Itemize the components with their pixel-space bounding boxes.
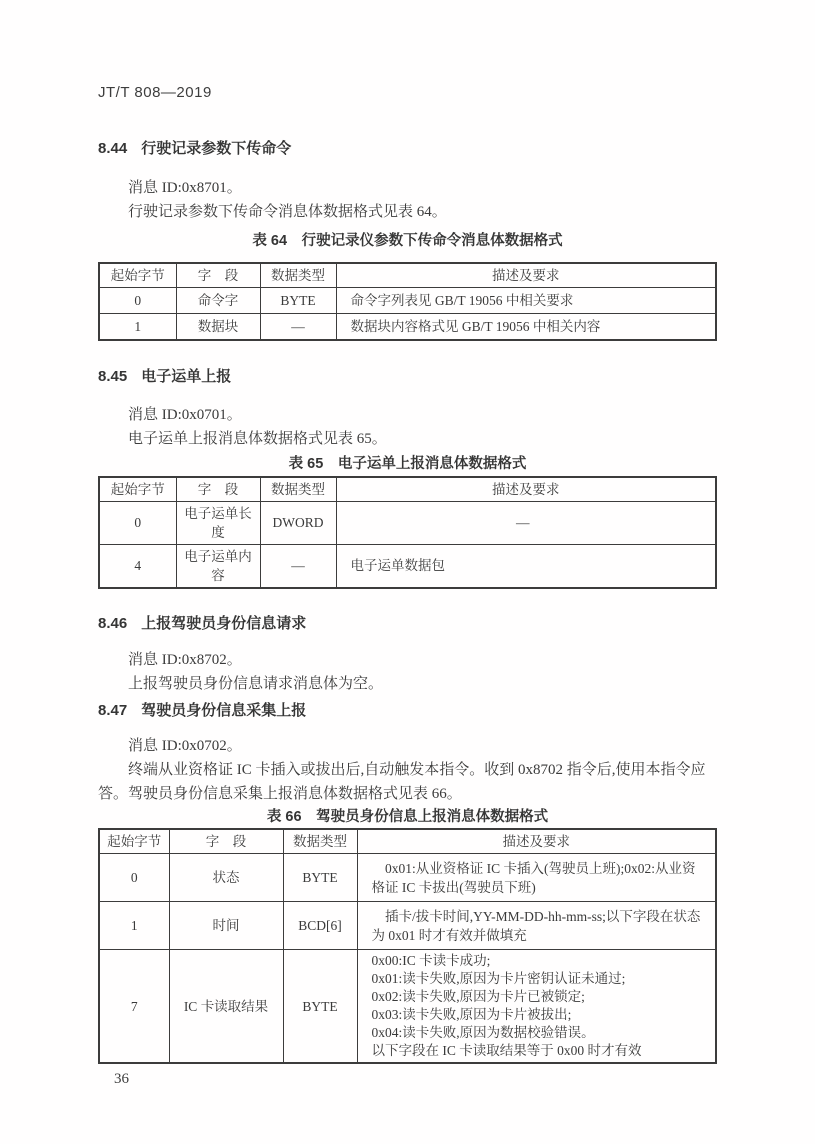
table-66-caption bbox=[98, 808, 717, 826]
cell-data-type: BYTE bbox=[260, 288, 336, 314]
description-line: 以下字段在 IC 卡读取结果等于 0x00 时才有效 bbox=[371, 1043, 642, 1058]
table-caption-label: 表 66 bbox=[266, 808, 302, 825]
paragraph-table-ref: 行驶记录参数下传命令消息体数据格式见表 64。 bbox=[128, 204, 447, 220]
column-header-start-byte: 起始字节 bbox=[99, 477, 176, 502]
table-caption-label: 表 65 bbox=[288, 455, 324, 472]
table-row bbox=[99, 854, 716, 902]
cell-start-byte: 1 bbox=[99, 314, 176, 340]
table-caption-title: 驾驶员身份信息上报消息体数据格式 bbox=[316, 808, 549, 825]
cell-field: 命令字 bbox=[176, 288, 260, 314]
section-heading-8-46 bbox=[98, 615, 717, 633]
column-header-description: 描述及要求 bbox=[336, 477, 716, 502]
column-header-field: 字 段 bbox=[176, 477, 260, 502]
column-header-description: 描述及要求 bbox=[357, 829, 716, 854]
description-line: 0x03:读卡失败,原因为卡片被拔出; bbox=[371, 1007, 572, 1022]
cell-data-type: BYTE bbox=[283, 950, 357, 1064]
cell-description: 数据块内容格式见 GB/T 19056 中相关内容 bbox=[336, 314, 716, 340]
table-65 bbox=[98, 476, 717, 589]
table-caption-title: 电子运单上报消息体数据格式 bbox=[337, 455, 527, 472]
table-65-caption bbox=[98, 455, 717, 473]
table-66 bbox=[98, 828, 717, 1065]
section-title: 上报驾驶员身份信息请求 bbox=[141, 614, 307, 632]
cell-start-byte: 0 bbox=[99, 501, 176, 544]
paragraph-table-ref: 电子运单上报消息体数据格式见表 65。 bbox=[128, 430, 387, 447]
cell-description: — bbox=[336, 501, 716, 544]
section-heading-8-44 bbox=[98, 140, 717, 158]
section-heading-8-47 bbox=[98, 702, 717, 720]
section-title: 驾驶员身份信息采集上报 bbox=[141, 701, 307, 719]
paragraph-message-id: 消息 ID:0x8702。 bbox=[128, 651, 242, 668]
cell-field: 时间 bbox=[169, 902, 283, 950]
column-header-data-type: 数据类型 bbox=[283, 829, 357, 854]
section-number: 8.45 bbox=[98, 367, 128, 385]
cell-description: 插卡/拔卡时间,YY-MM-DD-hh-mm-ss;以下字段在状态为 0x01 时才有效并做填充 bbox=[357, 902, 716, 950]
cell-field: 数据块 bbox=[176, 314, 260, 340]
table-row bbox=[99, 902, 716, 950]
table-caption-label: 表 64 bbox=[252, 233, 288, 249]
section-number: 8.46 bbox=[98, 614, 128, 632]
paragraph-message-id: 消息 ID:0x0701。 bbox=[128, 406, 242, 423]
cell-start-byte: 4 bbox=[99, 544, 176, 588]
cell-start-byte: 7 bbox=[99, 950, 169, 1064]
page-number: 36 bbox=[114, 1071, 129, 1087]
cell-data-type: DWORD bbox=[260, 501, 336, 544]
table-row bbox=[99, 288, 716, 314]
table-row bbox=[99, 314, 716, 340]
cell-description bbox=[357, 950, 716, 1064]
column-header-field: 字 段 bbox=[176, 263, 260, 288]
column-header-data-type: 数据类型 bbox=[260, 477, 336, 502]
description-line: 0x04:读卡失败,原因为数据校验错误。 bbox=[371, 1025, 595, 1040]
table-header-row bbox=[99, 477, 716, 502]
column-header-start-byte: 起始字节 bbox=[99, 263, 176, 288]
document-standard-number: JT/T 808—2019 bbox=[98, 84, 212, 101]
table-64 bbox=[98, 262, 717, 341]
table-caption-title: 行驶记录仪参数下传命令消息体数据格式 bbox=[301, 233, 563, 249]
cell-description: 0x01:从业资格证 IC 卡插入(驾驶员上班);0x02:从业资格证 IC 卡拔出(驾驶员下班) bbox=[357, 854, 716, 902]
column-header-description: 描述及要求 bbox=[336, 263, 716, 288]
table-row bbox=[99, 950, 716, 1064]
cell-field: 电子运单内容 bbox=[176, 544, 260, 588]
table-row bbox=[99, 501, 716, 544]
paragraph-message-id: 消息 ID:0x0702。 bbox=[128, 737, 242, 754]
description-line: 0x02:读卡失败,原因为卡片已被锁定; bbox=[371, 989, 585, 1004]
column-header-start-byte: 起始字节 bbox=[99, 829, 169, 854]
cell-start-byte: 0 bbox=[99, 288, 176, 314]
section-title: 行驶记录参数下传命令 bbox=[141, 140, 292, 157]
cell-description: 命令字列表见 GB/T 19056 中相关要求 bbox=[336, 288, 716, 314]
table-header-row bbox=[99, 263, 716, 288]
paragraph-body: 上报驾驶员身份信息请求消息体为空。 bbox=[128, 675, 384, 692]
section-number: 8.47 bbox=[98, 701, 128, 719]
table-64-caption bbox=[98, 232, 717, 250]
cell-data-type: BCD[6] bbox=[283, 902, 357, 950]
cell-start-byte: 1 bbox=[99, 902, 169, 950]
section-heading-8-45 bbox=[98, 368, 717, 386]
table-row bbox=[99, 544, 716, 588]
column-header-data-type: 数据类型 bbox=[260, 263, 336, 288]
cell-description: 电子运单数据包 bbox=[336, 544, 716, 588]
cell-data-type: BYTE bbox=[283, 854, 357, 902]
cell-field: IC 卡读取结果 bbox=[169, 950, 283, 1064]
section-title: 电子运单上报 bbox=[141, 367, 232, 385]
cell-data-type: — bbox=[260, 544, 336, 588]
table-header-row bbox=[99, 829, 716, 854]
section-number: 8.44 bbox=[98, 140, 128, 157]
cell-field: 电子运单长度 bbox=[176, 501, 260, 544]
cell-field: 状态 bbox=[169, 854, 283, 902]
cell-data-type: — bbox=[260, 314, 336, 340]
paragraph-message-id: 消息 ID:0x8701。 bbox=[128, 180, 242, 196]
column-header-field: 字 段 bbox=[169, 829, 283, 854]
cell-start-byte: 0 bbox=[99, 854, 169, 902]
description-line: 0x00:IC 卡读卡成功; bbox=[371, 953, 491, 968]
paragraph-body: 终端从业资格证 IC 卡插入或拔出后,自动触发本指令。收到 0x8702 指令后,使用本指令应答。驾驶员身份信息采集上报消息体数据格式见表 66。 bbox=[98, 761, 706, 802]
description-line: 0x01:读卡失败,原因为卡片密钥认证未通过; bbox=[371, 971, 626, 986]
